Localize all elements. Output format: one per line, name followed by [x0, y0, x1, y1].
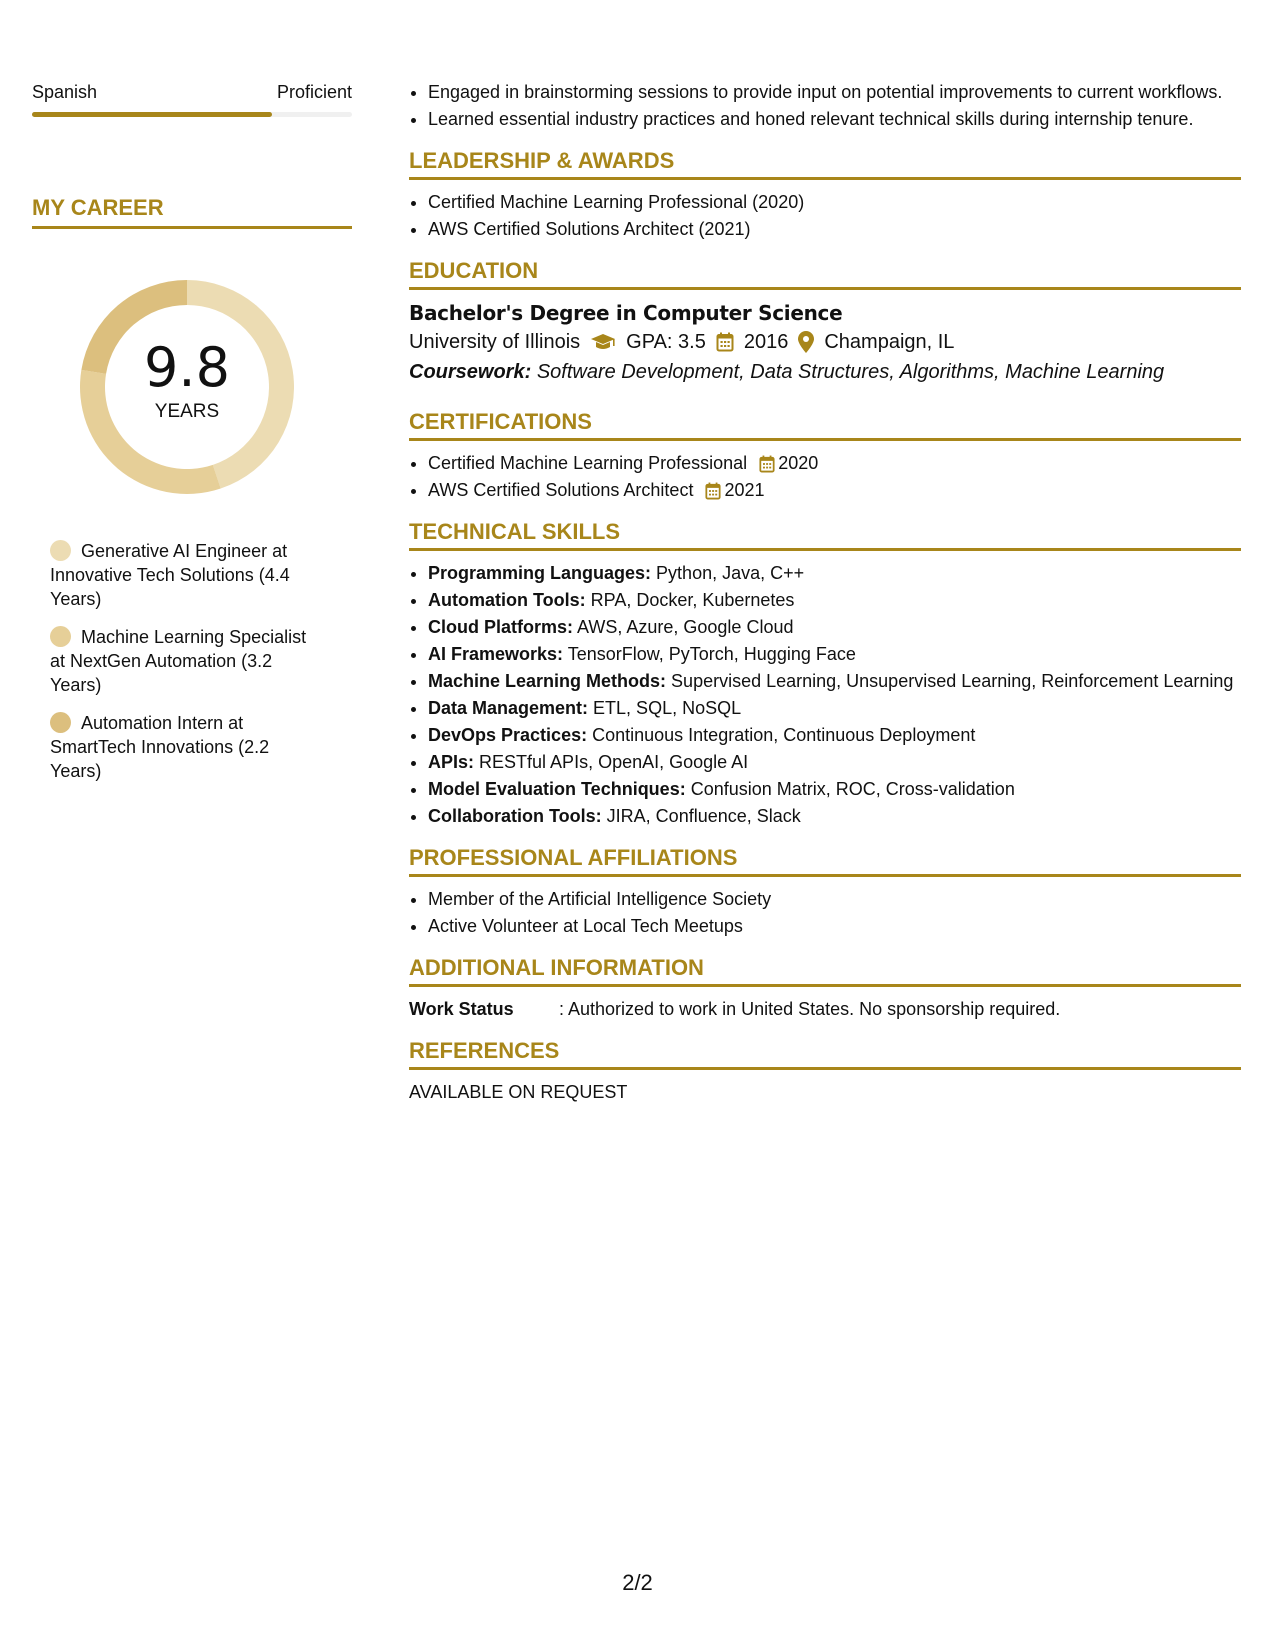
work-status-row [409, 997, 1241, 1021]
skill-item [428, 804, 1241, 828]
calendar-icon [705, 478, 721, 502]
skill-category: APIs: [428, 752, 475, 772]
leadership-item: • AWS Certified Solutions Architect (2021) [428, 217, 1241, 241]
certifications-heading: CERTIFICATIONS [409, 409, 1241, 441]
experience-continued-list [409, 80, 1241, 131]
education-coursework [409, 357, 1241, 387]
skills-heading: TECHNICAL SKILLS [409, 519, 1241, 551]
map-pin-icon [798, 331, 814, 353]
skill-values: RESTful APIs, OpenAI, Google AI [479, 752, 749, 772]
references-heading: REFERENCES [409, 1038, 1241, 1070]
skill-values: JIRA, Confluence, Slack [606, 806, 801, 826]
affiliation-item: • Active Volunteer at Local Tech Meetups [428, 914, 1241, 938]
page-number: 2/2 [622, 1570, 653, 1595]
career-legend-label: Machine Learning Specialist at NextGen Automation (3.2 Years) [50, 627, 307, 695]
certification-item [428, 478, 1241, 502]
affiliations-list [409, 887, 1241, 938]
education-school: University of Illinois [409, 331, 581, 353]
skill-item [428, 750, 1241, 774]
language-level-fill [32, 112, 272, 117]
certification-year-text: 2021 [724, 480, 765, 500]
career-legend-item [50, 539, 325, 611]
skill-values: ETL, SQL, NoSQL [593, 698, 742, 718]
career-legend-label: Automation Intern at SmartTech Innovations (2.2 Years) [50, 713, 270, 781]
skill-item [428, 561, 1241, 585]
skill-item [428, 777, 1241, 801]
graduation-cap-icon [590, 333, 616, 351]
experience-bullet: • Engaged in brainstorming sessions to provide input on potential improvements to current workflows. [428, 80, 1241, 104]
skill-values: Continuous Integration, Continuous Deployment [592, 725, 976, 745]
career-legend-item [50, 711, 325, 783]
language-name: Spanish [32, 82, 98, 102]
references-text: AVAILABLE ON REQUEST [409, 1082, 628, 1102]
skill-item [428, 588, 1241, 612]
education-heading: EDUCATION [409, 258, 1241, 290]
language-row [32, 80, 352, 104]
skill-values: Python, Java, C++ [656, 563, 805, 583]
skill-category: AI Frameworks: [428, 644, 564, 664]
total-years-value: 9.8 [144, 336, 230, 399]
right-column [409, 80, 1241, 1104]
skill-item [428, 723, 1241, 747]
leadership-heading: LEADERSHIP & AWARDS [409, 148, 1241, 180]
donut-center [67, 267, 307, 507]
career-legend-label: Generative AI Engineer at Innovative Tech Solutions (4.4 Years) [50, 541, 290, 609]
certification-item [428, 451, 1241, 475]
skill-category: Model Evaluation Techniques: [428, 779, 686, 799]
skill-values: Supervised Learning, Unsupervised Learning, Reinforcement Learning [671, 671, 1234, 691]
calendar-icon [716, 332, 734, 352]
certification-name: Certified Machine Learning Professional [428, 453, 748, 473]
skill-values: AWS, Azure, Google Cloud [577, 617, 794, 637]
leadership-item: • Certified Machine Learning Professional (2020) [428, 190, 1241, 214]
total-years-label: YEARS [154, 401, 220, 422]
certification-year [705, 478, 764, 502]
career-heading: MY CAREER [32, 195, 352, 229]
skills-list [409, 561, 1241, 828]
education-gpa: GPA: 3.5 [626, 331, 706, 353]
education-location: Champaign, IL [824, 331, 955, 353]
work-status-label: Work Status [409, 999, 514, 1019]
skill-category: Programming Languages: [428, 563, 652, 583]
skill-item [428, 642, 1241, 666]
skill-category: Collaboration Tools: [428, 806, 602, 826]
experience-bullet: • Learned essential industry practices and honed relevant technical skills during internship tenure. [428, 107, 1241, 131]
legend-dot [50, 712, 71, 733]
skill-category: DevOps Practices: [428, 725, 588, 745]
career-donut-chart [67, 267, 307, 507]
career-legend [32, 539, 352, 783]
affiliation-item: • Member of the Artificial Intelligence Society [428, 887, 1241, 911]
certification-year [759, 451, 818, 475]
affiliations-heading: PROFESSIONAL AFFILIATIONS [409, 845, 1241, 877]
certifications-list [409, 451, 1241, 502]
skill-item [428, 696, 1241, 720]
skill-category: Data Management: [428, 698, 589, 718]
skill-category: Cloud Platforms: [428, 617, 574, 637]
legend-dot [50, 626, 71, 647]
leadership-list [409, 190, 1241, 241]
skill-category: Automation Tools: [428, 590, 586, 610]
work-status-value: : Authorized to work in United States. No sponsorship required. [559, 999, 1061, 1019]
education-year: 2016 [743, 331, 789, 353]
additional-info-heading: ADDITIONAL INFORMATION [409, 955, 1241, 987]
calendar-icon [759, 451, 775, 475]
education-details [409, 327, 1241, 357]
language-level-bar [32, 112, 352, 117]
left-column [32, 80, 352, 797]
certification-name: AWS Certified Solutions Architect [428, 480, 694, 500]
skill-item [428, 669, 1241, 693]
certification-year-text: 2020 [778, 453, 819, 473]
legend-dot [50, 540, 71, 561]
skill-values: TensorFlow, PyTorch, Hugging Face [567, 644, 856, 664]
coursework-value: Software Development, Data Structures, Algorithms, Machine Learning [536, 361, 1165, 383]
language-level: Proficient [276, 82, 352, 102]
skill-values: Confusion Matrix, ROC, Cross-validation [690, 779, 1015, 799]
education-degree: Bachelor's Degree in Computer Science [409, 301, 843, 325]
career-legend-item [50, 625, 325, 697]
skill-item [428, 615, 1241, 639]
skill-category: Machine Learning Methods: [428, 671, 667, 691]
skill-values: RPA, Docker, Kubernetes [590, 590, 795, 610]
coursework-label: Coursework: [409, 361, 532, 383]
